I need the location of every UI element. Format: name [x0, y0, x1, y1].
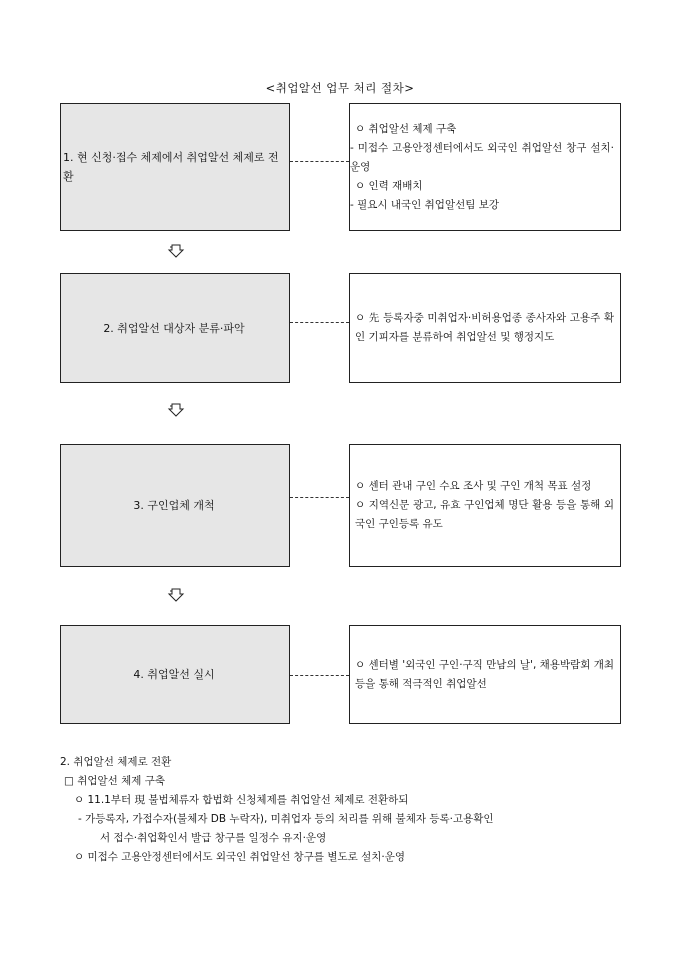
step-2-description — [349, 273, 621, 383]
step-1-box — [60, 103, 290, 231]
step-1-line-3: ㅇ 인력 재배치 — [355, 179, 423, 192]
step-4-description — [349, 625, 621, 724]
step-1-label: 1. 현 신청·접수 체제에서 취업알선 체제로 전환 — [63, 151, 279, 183]
step-3-label: 3. 구인업체 개척 — [133, 499, 215, 512]
section-heading: 2. 취업알선 체제로 전환 — [60, 756, 172, 768]
step-1-line-4: - 필요시 내국인 취업알선팀 보강 — [350, 198, 499, 211]
down-arrow-icon — [167, 244, 185, 258]
section-item-1: ㅇ 11.1부터 現 불법체류자 합법화 신청체제를 취업알선 체제로 전환하되 — [74, 794, 409, 806]
step-1-description — [349, 103, 621, 231]
step-4-label: 4. 취업알선 실시 — [133, 668, 215, 681]
step-3-connector — [290, 497, 349, 498]
step-2-box — [60, 273, 290, 383]
step-3-line-2: ㅇ 지역신문 광고, 유효 구인업체 명단 활용 등을 통해 외국인 구인등록 유도 — [355, 499, 614, 530]
step-1-line-1: ㅇ 취업알선 체제 구축 — [355, 122, 457, 135]
page-title: <취업알선 업무 처리 절차> — [265, 81, 415, 95]
section-subheading: □ 취업알선 체제 구축 — [64, 775, 166, 787]
step-4-line-1: ㅇ 센터별 '외국인 구인·구직 만남의 날', 채용박람회 개최 등을 통해 적극적인 취업알선 — [355, 658, 614, 690]
step-4-connector — [290, 675, 349, 676]
step-2-connector — [290, 322, 349, 323]
step-2-label: 2. 취업알선 대상자 분류·파악 — [103, 321, 245, 335]
step-1-line-2: - 미접수 고용안정센터에서도 외국인 취업알선 창구 설치·운영 — [350, 141, 614, 173]
step-3-description — [349, 444, 621, 567]
section-item-3: ㅇ 미접수 고용안정센터에서도 외국인 취업알선 창구를 별도로 설치·운영 — [74, 851, 405, 863]
step-2-line-1: ㅇ 先 등록자중 미취업자·비허용업종 종사자와 고용주 확인 기피자를 분류하여 취업알선 및 행정지도 — [355, 312, 614, 343]
down-arrow-icon — [167, 403, 185, 417]
down-arrow-icon — [167, 588, 185, 602]
step-1-connector — [290, 161, 349, 162]
section-item-2: - 가등록자, 가접수자(불체자 DB 누락자), 미취업자 등의 처리를 위해 불체자 등록·고용확인 — [78, 813, 494, 825]
step-3-box — [60, 444, 290, 567]
step-3-line-1: ㅇ 센터 관내 구인 수요 조사 및 구인 개척 목표 설정 — [355, 480, 592, 492]
step-4-box — [60, 625, 290, 724]
section-item-2-cont: 서 접수·취업확인서 발급 창구를 일정수 유지·운영 — [100, 832, 327, 844]
section-transition — [60, 753, 660, 867]
